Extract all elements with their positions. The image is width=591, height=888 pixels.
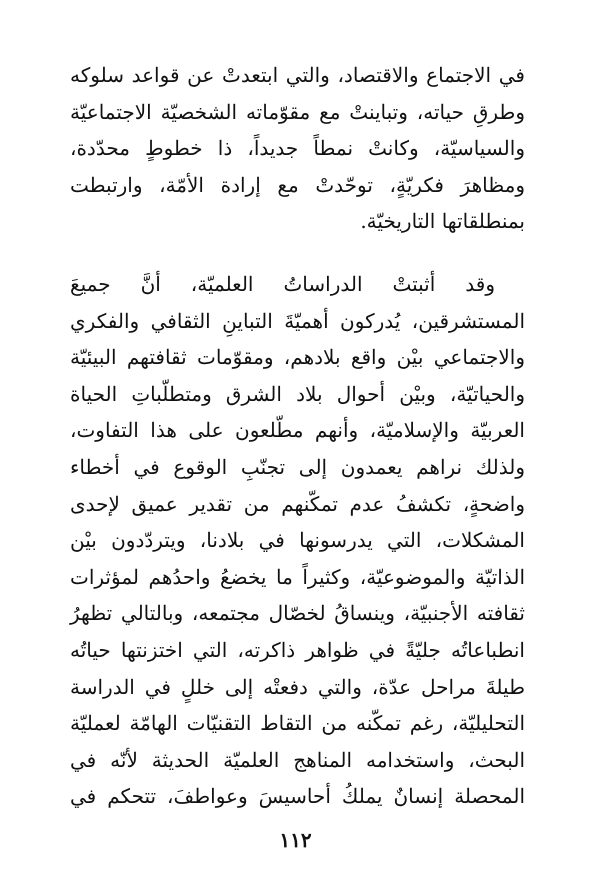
paragraph-1-line: وطرقِ حياته، وتباينتْ مع مقوّماته الشخصيّة الاجتماعيّة (70, 99, 525, 124)
paragraph-2-line: واضحةٍ، تكشفُ عدم تمكّنهم من تقدير عميق لإحدى (70, 491, 525, 516)
paragraph-1-line: ومظاهرَ فكريّةٍ، توحّدتْ مع إرادة الأمّة، وارتبطت (70, 172, 525, 197)
paragraph-2-line: الذاتيّة والموضوعيّة، وكثيراً ما يخضعُ واحدُهم لمؤثرات (70, 564, 525, 589)
paragraph-2-line: والاجتماعي بيْن واقع بلادهم، ومقوّمات ثقافتهم البيئيّة (70, 345, 525, 370)
paragraph-2-line: وقد أثبتتْ الدراساتُ العلميّة، أنَّ جميعَ (70, 272, 495, 296)
paragraph-2-line: المستشرقين، يُدركون أهميّةَ التباينِ الثقافي والفكري (70, 308, 525, 333)
paragraph-1-line: بمنطلقاتها التاريخيّة. (360, 209, 525, 234)
paragraph-2-line: العربيّة والإسلاميّة، وأنهم مطّلعون على هذا التفاوت، (70, 418, 525, 443)
paragraph-2-line: ثقافته الأجنبيّة، وينساقُ لخصّال مجتمعه، وبالتالي تظهرُ (70, 601, 525, 626)
paragraph-2-line: المشكلات، التي يدرسونها في بلادنا، ويتردّدون بيْن (70, 528, 525, 553)
paragraph-2-line: المحصلة إنسانٌ يملكُ أحاسيسَ وعواطفَ، تتحكم في (70, 784, 525, 809)
paragraph-1-line: والسياسيّة، وكانتْ نمطاً جديداً، ذا خطوطٍ محدّدة، (70, 136, 525, 161)
paragraph-2-line: طيلةَ مراحل عدّة، والتي دفعتْه إلى خللٍ في الدراسة (70, 674, 525, 699)
paragraph-2-line: انطباعاتُه جليّةً في ظواهر ذاكرته، التي اختزنتها حياتُه (70, 637, 525, 662)
paragraph-2 (70, 266, 525, 815)
page-number: ١١٢ (279, 828, 312, 852)
paragraph-1 (70, 57, 525, 240)
paragraph-1-line: في الاجتماع والاقتصاد، والتي ابتعدتْ عن قواعد سلوكه (70, 63, 525, 87)
paragraph-2-line: والحياتيّة، وبيْن أحوال بلاد الشرق ومتطلّباتِ الحياة (70, 381, 525, 406)
paragraph-2-line: البحث، واستخدامه المناهج العلميّة الحديثة لأنّه في (70, 747, 525, 772)
paragraph-2-line: التحليليّة، رغم تمكّنه من التقاط التقنيّات الهامّة لعمليّة (70, 711, 525, 736)
paragraph-2-line: ولذلك نراهم يعمدون إلى تجنّبِ الوقوع في أخطاء (70, 454, 525, 479)
